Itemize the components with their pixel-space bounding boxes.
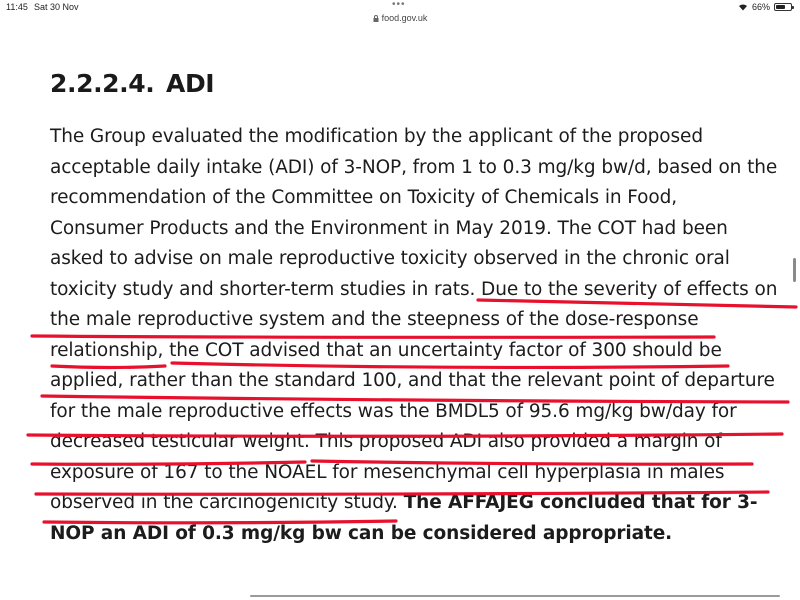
paragraph-line: exposure of 167 to the NOAEL for mesenchymal cell hyperplasia in males	[50, 461, 725, 483]
lock-icon	[373, 14, 379, 20]
date: Sat 30 Nov	[34, 2, 79, 12]
paragraph-line: for the male reproductive effects was the BMDL5 of 95.6 mg/kg bw/day for	[50, 400, 737, 422]
home-indicator[interactable]	[250, 595, 780, 597]
paragraph-line: recommendation of the Committee on Toxicity of Chemicals in Food,	[50, 187, 678, 208]
paragraph-line: applied, rather than the standard 100, and that the relevant point of departure	[50, 370, 775, 391]
paragraph-line: Consumer Products and the Environment in May 2019. The COT had been	[50, 217, 728, 239]
battery-icon	[774, 3, 792, 11]
address-bar[interactable]	[0, 13, 800, 27]
status-bar	[0, 0, 800, 14]
url-text: food.gov.uk	[381, 13, 428, 23]
section-title: ADI	[166, 68, 215, 98]
article-content	[50, 62, 790, 544]
battery-percent: 66%	[751, 2, 770, 12]
tab-menu-dots[interactable]: •••	[392, 0, 406, 10]
clock: 11:45	[6, 2, 28, 12]
paragraph-line: asked to advise on male reproductive toxicity observed in the chronic oral	[50, 248, 730, 269]
scrollbar-thumb[interactable]	[793, 258, 796, 282]
wifi-icon	[738, 3, 748, 11]
paragraph-line: The Group evaluated the modification by the applicant of the proposed	[50, 126, 703, 147]
section-number: 2.2.2.4.	[50, 68, 155, 98]
paragraph-line: relationship, the COT advised that an uncertainty factor of 300 should be	[50, 339, 722, 361]
body-paragraph	[50, 122, 790, 549]
status-right	[738, 2, 792, 12]
paragraph-line-mixed	[50, 488, 790, 519]
paragraph-line: the male reproductive system and the steepness of the dose-response	[50, 309, 699, 330]
conclusion-text: The AFFAJEG concluded that for 3-	[403, 492, 758, 513]
section-heading	[50, 62, 790, 104]
paragraph-line: decreased testicular weight. This proposed ADI also provided a margin of	[50, 431, 722, 452]
battery-fill	[776, 5, 785, 9]
paragraph-text: observed in the carcinogenicity study.	[50, 492, 404, 513]
conclusion-text: NOP an ADI of 0.3 mg/kg bw can be considered appropriate.	[50, 522, 673, 544]
paragraph-line: toxicity study and shorter-term studies in rats. Due to the severity of effects on	[50, 278, 778, 300]
paragraph-line: acceptable daily intake (ADI) of 3-NOP, from 1 to 0.3 mg/kg bw/d, based on the	[50, 156, 778, 178]
